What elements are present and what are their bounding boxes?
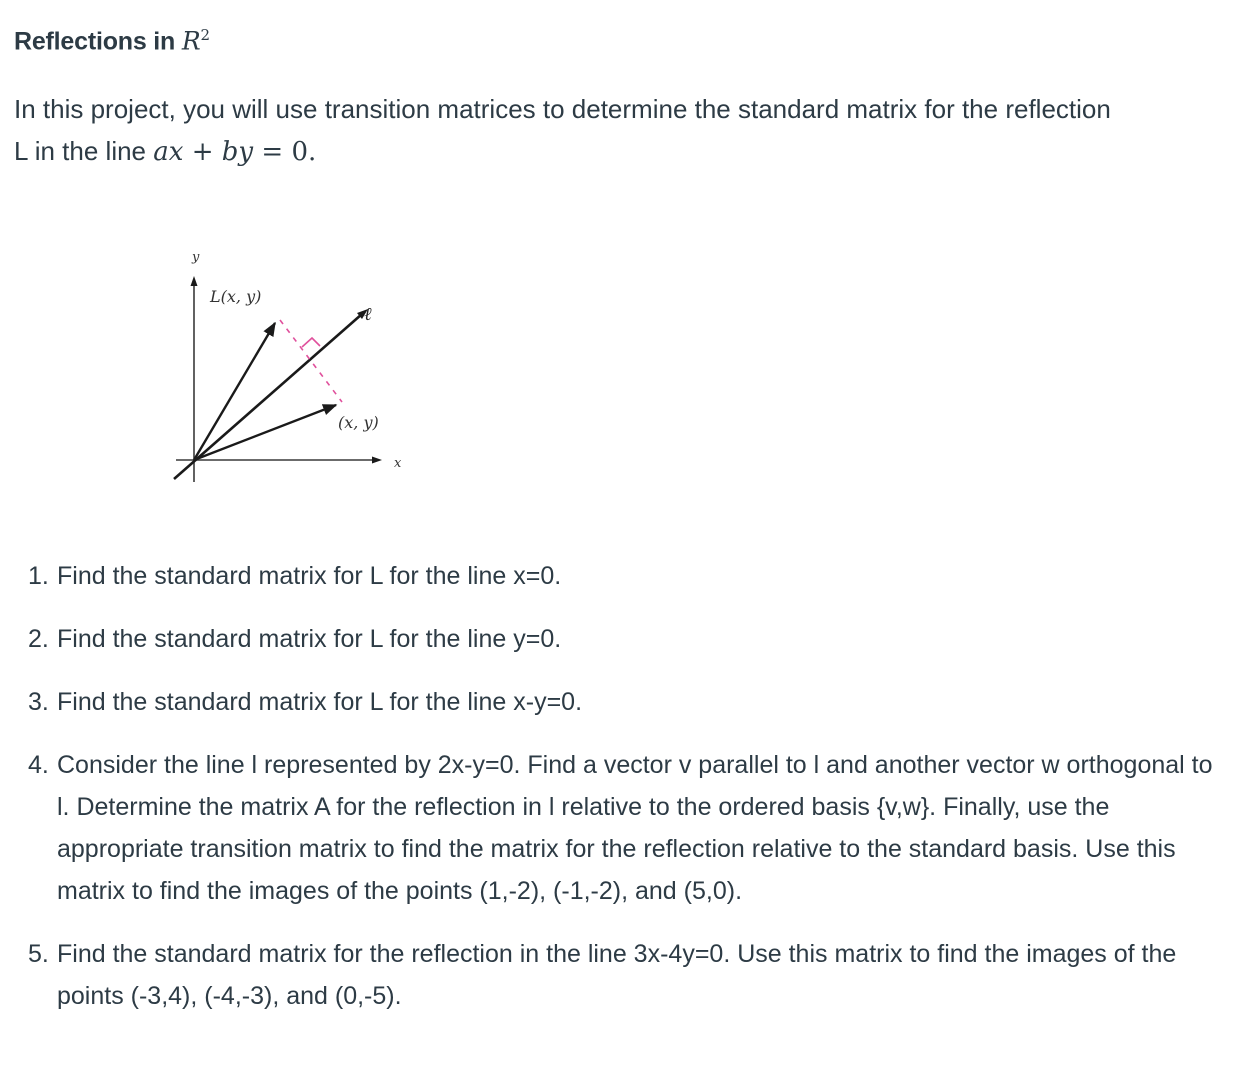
reflected-vector xyxy=(194,323,275,460)
intro-text-line2: L in the line xyxy=(14,136,154,166)
reflection-figure xyxy=(160,240,420,490)
eq-plus: + xyxy=(183,137,222,167)
eq-a: a xyxy=(153,137,169,167)
item-number: 1. xyxy=(28,562,49,590)
item-text: Find the standard matrix for the reflection in the line 3x-4y=0. Use this matrix to find the images of the points (-3,4), (-4,-3), and (0,-5). xyxy=(57,940,1177,1010)
item-number: 2. xyxy=(28,625,49,653)
y-axis-label: y xyxy=(192,250,200,265)
eq-x: x xyxy=(168,137,184,167)
item-number: 3. xyxy=(28,688,49,716)
point-label: (x, y) xyxy=(338,413,379,432)
eq-equals: = xyxy=(253,137,292,167)
intro-paragraph xyxy=(14,88,1234,173)
intro-text-line1: In this project, you will use transition matrices to determine the standard matrix for the reflection xyxy=(14,94,1111,124)
eq-y: y xyxy=(238,137,254,167)
reflected-point-label: L(x, y) xyxy=(210,287,262,306)
list-item xyxy=(28,933,1228,1017)
question-list xyxy=(28,555,1228,1038)
item-number: 4. xyxy=(28,751,49,779)
list-item xyxy=(28,744,1228,912)
item-text: Consider the line l represented by 2x-y=0. Find a vector v parallel to l and another vector w orthogonal to l. Determine the matrix A for the reflection in l relative to the ordered basis {v,w}. Finally, use the appropriate transition matrix to find the matrix for the reflection relative to the standard basis. Use this matrix to find the images of the points (1,-2), (-1,-2), and (5,0). xyxy=(57,751,1213,905)
item-text: Find the standard matrix for L for the line x=0. xyxy=(57,562,562,590)
list-item xyxy=(28,681,1228,723)
page-title xyxy=(14,26,210,56)
line-equation xyxy=(153,137,316,167)
item-text: Find the standard matrix for L for the line y=0. xyxy=(57,625,562,653)
x-axis-label: x xyxy=(394,456,402,471)
title-math-exponent: 2 xyxy=(200,26,210,44)
right-angle-marker xyxy=(302,338,320,347)
list-item xyxy=(28,555,1228,597)
list-item xyxy=(28,618,1228,660)
eq-b: b xyxy=(221,137,239,167)
reflection-line xyxy=(174,314,362,479)
x-axis-arrow-icon xyxy=(372,457,382,464)
item-text: Find the standard matrix for L for the line x-y=0. xyxy=(57,688,583,716)
title-math-base: R xyxy=(181,26,201,56)
eq-zero: 0. xyxy=(291,137,317,167)
title-text: Reflections in xyxy=(14,27,182,56)
y-axis-arrow-icon xyxy=(191,276,198,286)
perpendicular-dashed-line xyxy=(280,320,342,402)
item-number: 5. xyxy=(28,940,49,968)
original-vector xyxy=(194,405,336,460)
line-label: ℓ xyxy=(364,304,372,325)
